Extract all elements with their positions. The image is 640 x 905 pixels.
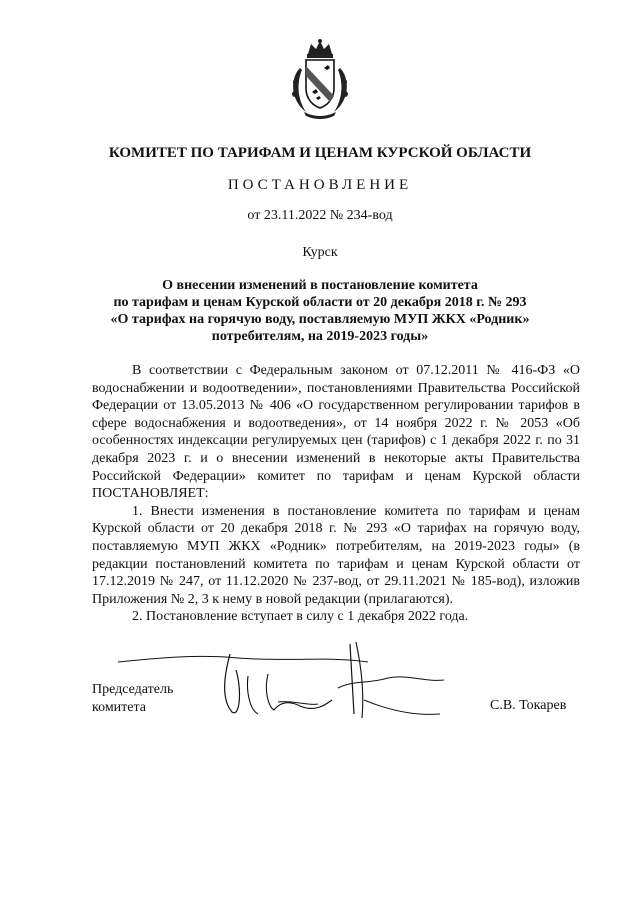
subject-line: О внесении изменений в постановление комитета: [162, 278, 478, 293]
document-city: Курск: [302, 245, 338, 260]
organization-title: КОМИТЕТ ПО ТАРИФАМ И ЦЕНАМ КУРСКОЙ ОБЛАСТИ: [108, 145, 532, 161]
coat-of-arms-icon: [286, 38, 354, 120]
subject-line: «О тарифах на горячую воду, поставляемую МУП ЖКХ «Родник»: [110, 312, 530, 327]
item-2-paragraph: 2. Постановление вступает в силу с 1 декабря 2022 года.: [132, 609, 469, 625]
signatory-title: [92, 681, 173, 717]
subject-line: потребителям, на 2019-2023 годы»: [211, 329, 429, 344]
signatory-title-line: комитета: [92, 700, 147, 715]
signatory-title-line: Председатель: [92, 682, 174, 697]
document-subject: [70, 277, 570, 345]
preamble-paragraph: В соответствии с Федеральным законом от 07.12.2011 № 416-ФЗ «О водоснабжении и водоотведении», постановлениями Правительства Российской Федерации от 13.05.2013 № 406 «О государственном регулировании тарифов в сфере водоснабжения и водоотведения», от 14 ноября 2022 г. № 2053 «Об особенностях индексации регулируемых цен (тарифов) с 1 декабря 2022 г. по 31 декабря 2023 г. и о внесении изменений в некоторые акты Правительства Российской Федерации» комитет по тарифам и ценам Курской области ПОСТАНОВЛЯЕТ:: [92, 363, 580, 502]
subject-line: по тарифам и ценам Курской области от 20 декабря 2018 г. № 293: [113, 295, 527, 310]
item-1-paragraph: 1. Внести изменения в постановление комитета по тарифам и ценам Курской области от 20 декабря 2018 г. № 293 «О тарифах на горячую воду, поставляемую МУП ЖКХ «Родник» потребителям, на 2019-2023 годы» (в редакции постановлений комитета по тарифам и ценам Курской области от 17.12.2019 № 247, от 11.12.2020 № 237-вод, от 29.11.2021 № 185-вод), изложив Приложения № 2, 3 к нему в новой редакции (прилагаются).: [92, 503, 580, 607]
document-type: ПОСТАНОВЛЕНИЕ: [227, 177, 413, 193]
document-date-number: от 23.11.2022 № 234-вод: [247, 208, 393, 223]
signatory-name: С.В. Токарев: [490, 698, 567, 713]
document-body: [92, 362, 580, 626]
